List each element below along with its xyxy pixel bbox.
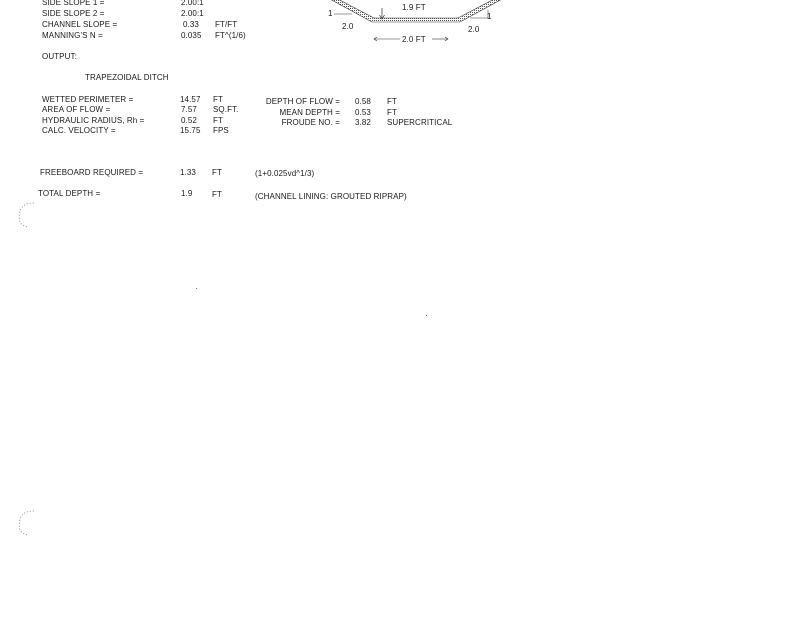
result-label: MEAN DEPTH = [279,108,340,117]
result-unit: FPS [213,126,229,135]
section-title: TRAPEZOIDAL DITCH [85,73,169,82]
trapezoidal-channel-diagram [320,0,510,50]
punch-hole-mark-lower [14,508,38,538]
result-label: FROUDE NO. = [281,118,340,127]
scan-speck [196,288,197,289]
flow-regime: SUPERCRITICAL [387,118,453,127]
result-label: HYDRAULIC RADIUS, Rh = [42,116,145,125]
result-label: CALC. VELOCITY = [42,126,116,135]
result-value: 0.52 [181,116,197,125]
result-unit: FT [387,97,397,106]
bottom-width-label: 2.0 FT [402,35,426,44]
result-value: 3.82 [355,118,371,127]
input-value: 2.00:1 [181,9,204,18]
result-value: 0.53 [355,108,371,117]
total-depth-value: 1.9 [181,189,193,198]
freeboard-value: 1.33 [180,168,196,177]
input-label: CHANNEL SLOPE = [42,20,118,29]
input-label: MANNING'S N = [42,31,103,40]
input-unit: FT/FT [215,20,238,29]
result-label: AREA OF FLOW = [42,105,111,114]
result-value: 0.58 [355,97,371,106]
total-depth-label: TOTAL DEPTH = [38,189,101,198]
result-unit: FT [213,116,223,125]
input-value: 0.33 [183,20,199,29]
input-value: 2.00:1 [181,0,204,7]
result-unit: FT [387,108,397,117]
result-unit: FT [213,95,223,104]
freeboard-label: FREEBOARD REQUIRED = [40,168,144,177]
result-label: DEPTH OF FLOW = [265,97,340,106]
right-rise-label: 1 [487,12,492,21]
result-label: WETTED PERIMETER = [42,95,134,104]
result-value: 15.75 [180,126,201,135]
output-heading: OUTPUT: [42,52,77,61]
left-rise-label: 1 [328,9,333,18]
input-unit: FT^(1/6) [215,31,246,40]
punch-hole-mark-upper [14,200,38,230]
total-depth-unit: FT [212,190,222,199]
channel-lining-note: (CHANNEL LINING: GROUTED RIPRAP) [255,192,407,201]
scan-speck [426,315,427,316]
result-value: 7.57 [181,105,197,114]
freeboard-formula: (1+0.025vd^1/3) [255,169,315,178]
right-slope-label: 2.0 [468,25,480,34]
input-label: SIDE SLOPE 2 = [42,9,105,18]
result-unit: SQ.FT. [213,105,239,114]
freeboard-unit: FT [212,168,222,177]
input-value: 0.035 [181,31,202,40]
result-value: 14.57 [180,95,201,104]
depth-label: 1.9 FT [402,3,426,12]
left-slope-label: 2.0 [342,22,354,31]
input-label: SIDE SLOPE 1 = [42,0,105,7]
